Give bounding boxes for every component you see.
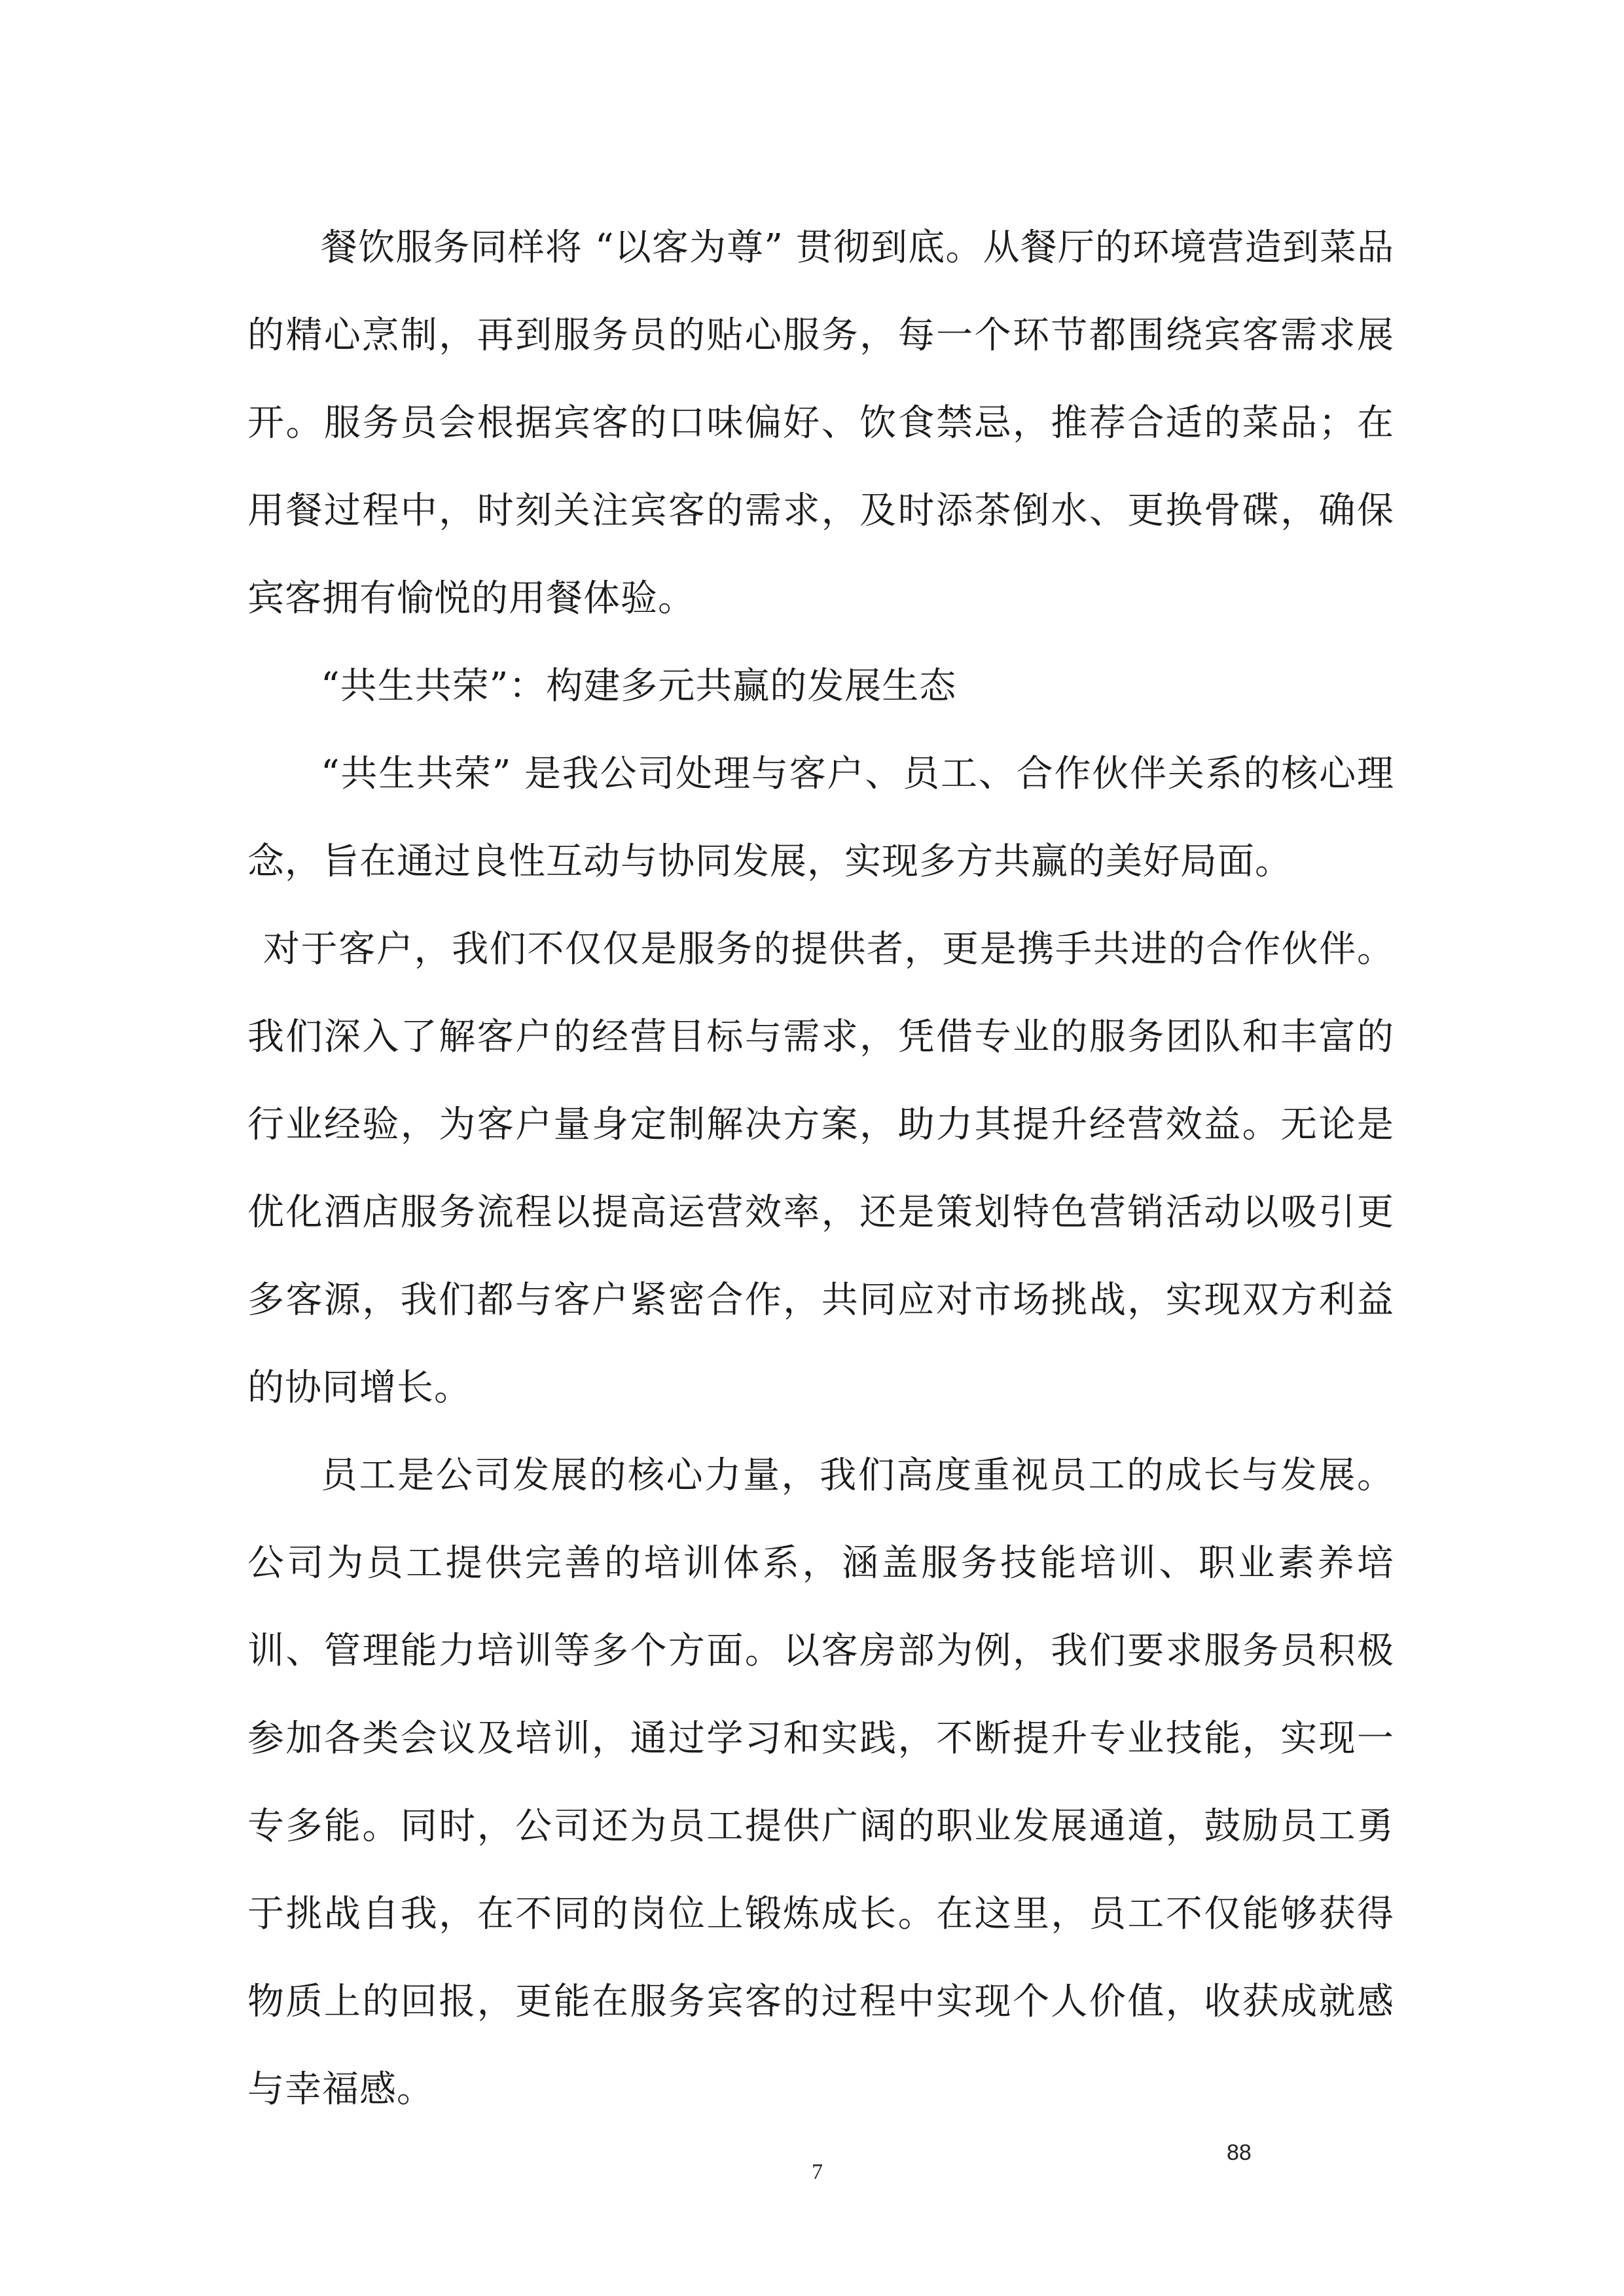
page-number: 7 bbox=[812, 2160, 823, 2184]
paragraph-dining-service: 餐饮服务同样将 “以客为尊” 贯彻到底。从餐厅的环境营造到菜品的精心烹制，再到服务员的贴心服务，每一个环节都围绕宾客需求展开。服务员会根据宾客的口味偏好、饮食禁忌，推荐合适的菜品；在用餐过程中，时刻关注宾客的需求，及时添茶倒水、更换骨碟，确保宾客拥有愉悦的用餐体验。 bbox=[247, 226, 1394, 620]
body-text bbox=[247, 204, 1394, 2134]
paragraph-clients: 对于客户，我们不仅仅是服务的提供者，更是携手共进的合作伙伴。我们深入了解客户的经营目标与需求，凭借专业的服务团队和丰富的行业经验，为客户量身定制解决方案，助力其提升经营效益。无论是优化酒店服务流程以提高运营效率，还是策划特色营销活动以吸引更多客源，我们都与客户紧密合作，共同应对市场挑战，实现双方利益的协同增长。 bbox=[247, 928, 1394, 1409]
page-count: 88 bbox=[1227, 2140, 1252, 2165]
paragraph-core-concept: “共生共荣” 是我公司处理与客户、员工、合作伙伴关系的核心理念，旨在通过良性互动与协同发展，实现多方共赢的美好局面。 bbox=[247, 753, 1394, 883]
section-heading: “共生共荣”：构建多元共赢的发展生态 bbox=[321, 665, 957, 708]
paragraph-employees: 员工是公司发展的核心力量，我们高度重视员工的成长与发展。公司为员工提供完善的培训体系，涵盖服务技能培训、职业素养培训、管理能力培训等多个方面。以客房部为例，我们要求服务员积极参加各类会议及培训，通过学习和实践，不断提升专业技能，实现一专多能。同时，公司还为员工提供广阔的职业发展通道，鼓励员工勇于挑战自我，在不同的岗位上锻炼成长。在这里，员工不仅能够获得物质上的回报，更能在服务宾客的过程中实现个人价值，收获成就感与幸福感。 bbox=[247, 1454, 1394, 2111]
